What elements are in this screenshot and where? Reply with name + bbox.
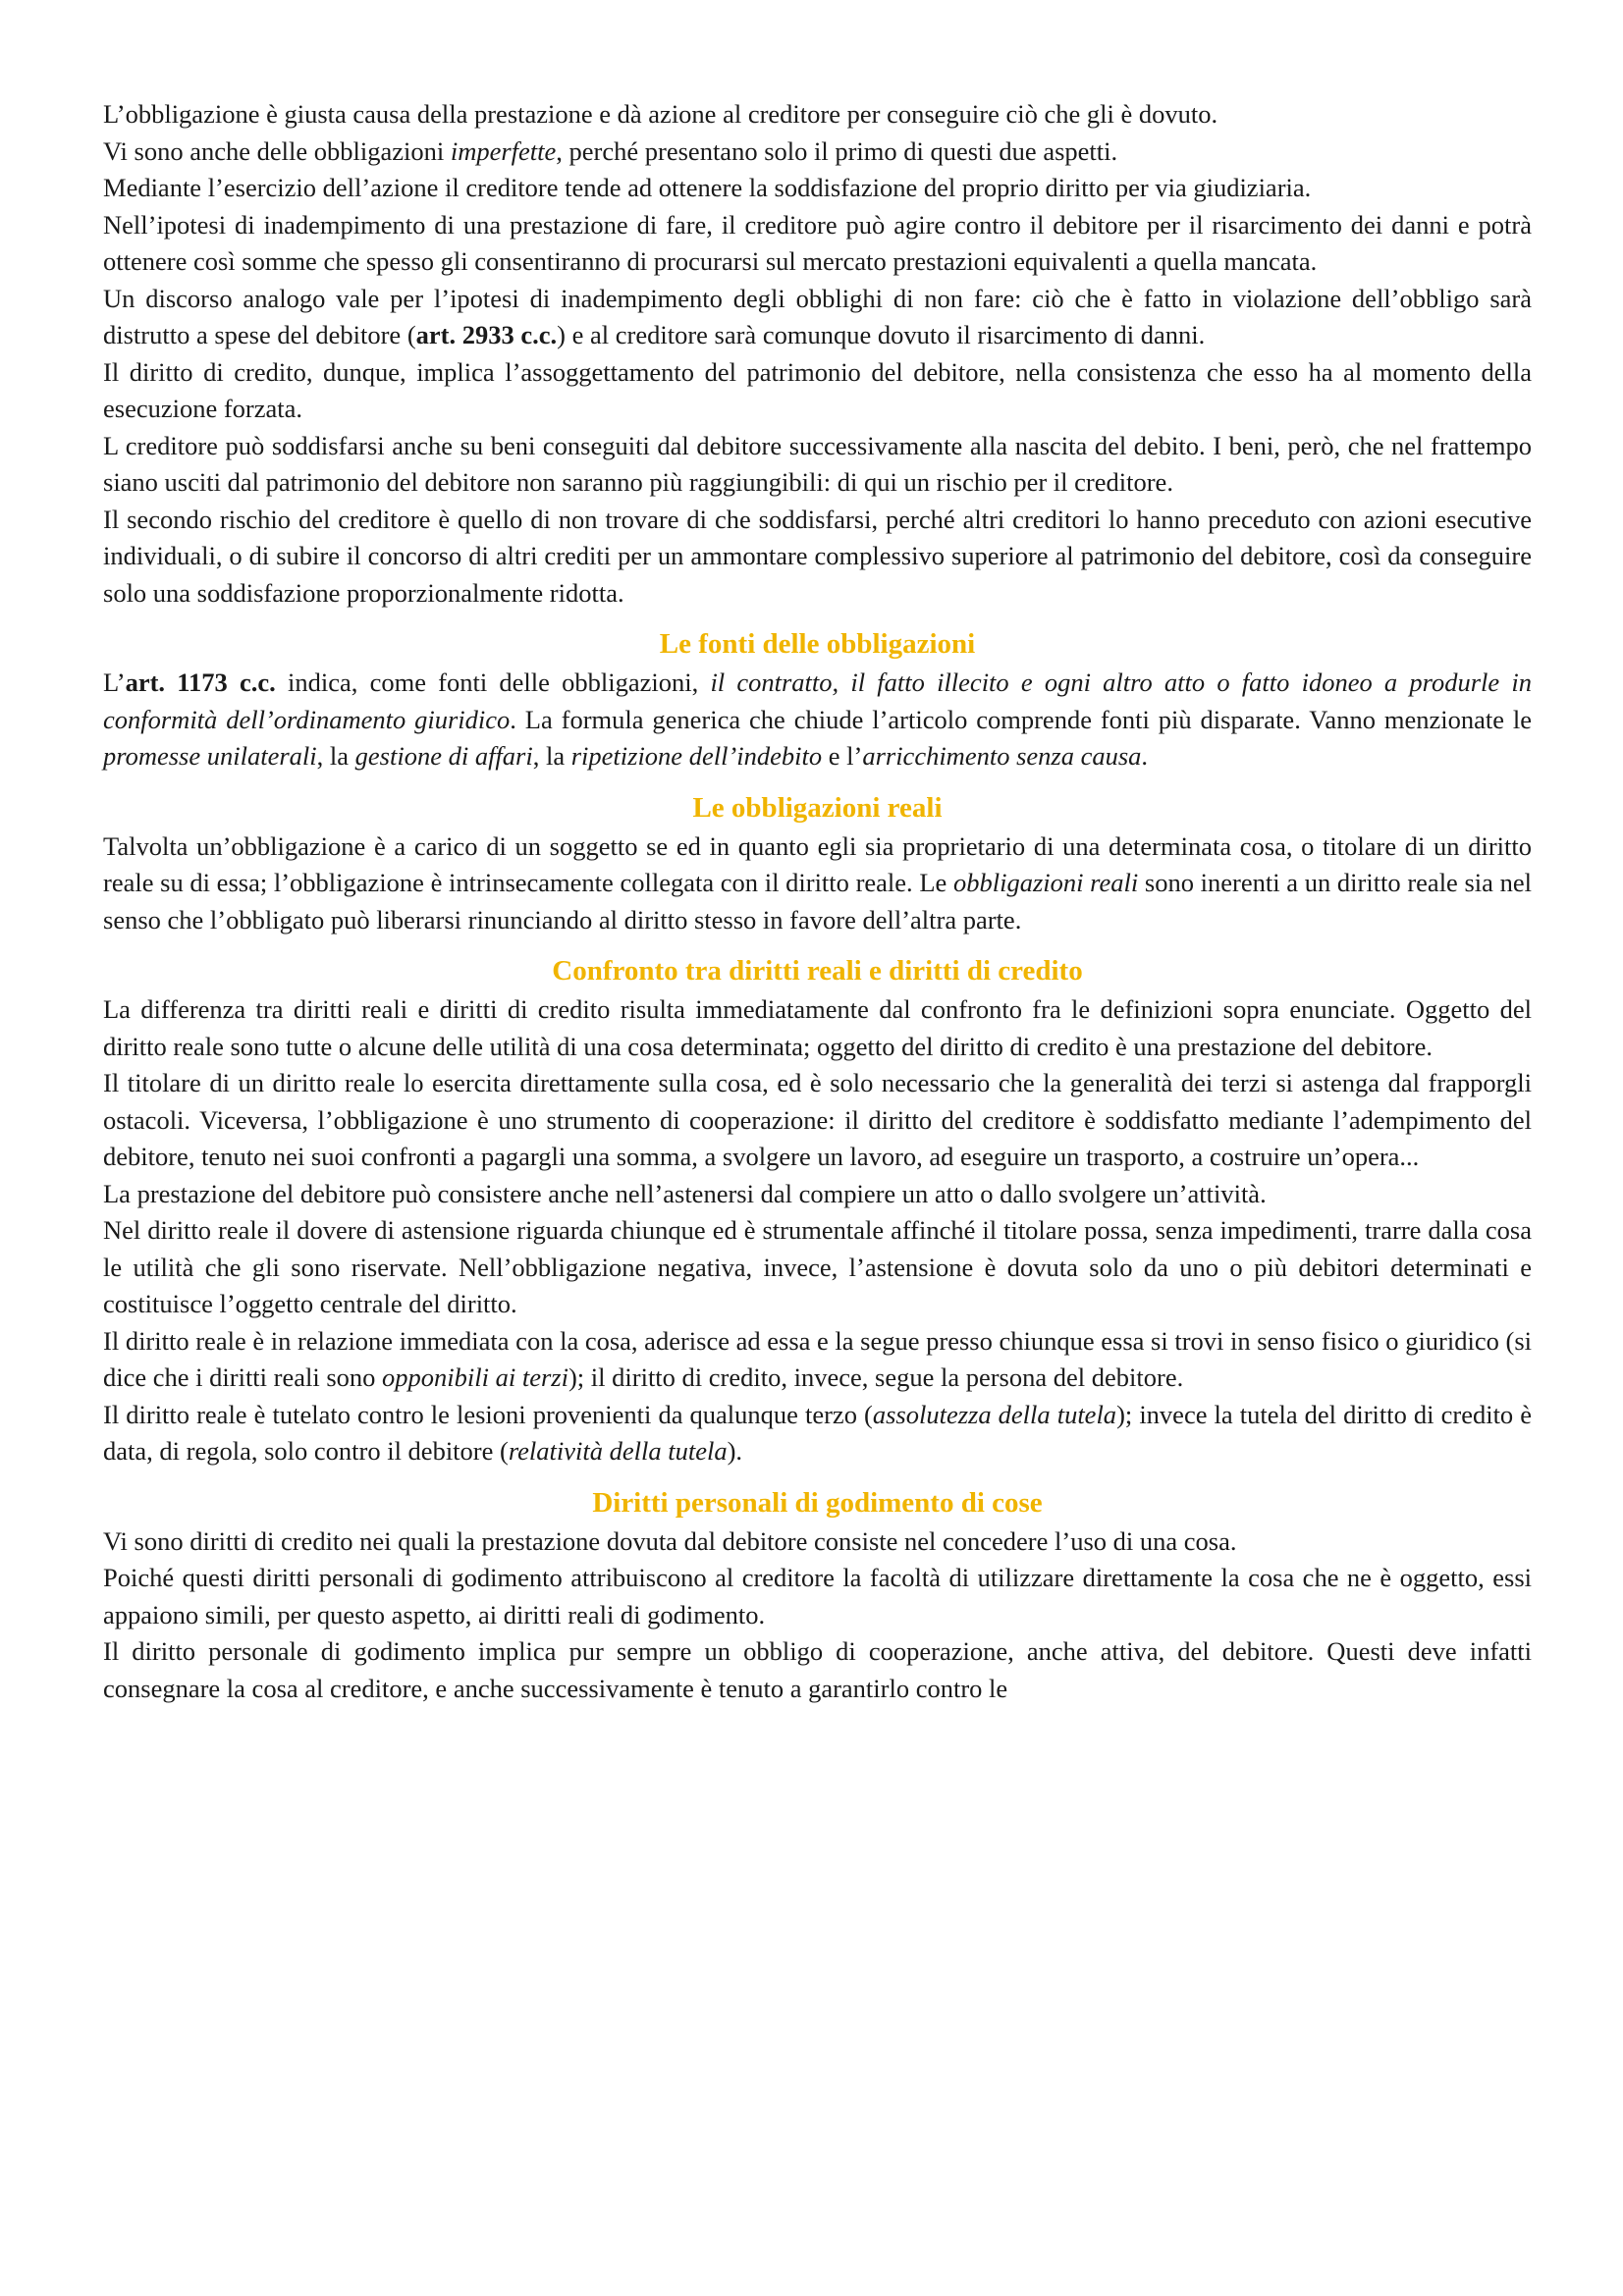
text-run: indica, come fonti delle obbligazioni, [275,667,711,697]
text-run: Nel diritto reale il dovere di astensione riguarda chiunque ed è strumentale affinché il titolare possa, senza impedimenti, trarre dalla cosa le utilità che gli sono riservate. Nell’obbligazione negativa, invece, l’astensione è dovuta solo da uno o più debitori determinati e costituisce l’oggetto centrale del diritto. [103,1215,1532,1318]
italic-term: ripetizione dell’indebito [570,741,823,771]
paragraph [103,281,1532,354]
paragraph [103,1065,1532,1176]
text-run: Un discorso analogo vale per l’ipotesi di inadempimento degli obblighi di non fare: ciò che è fatto in violazione dell’obbligo sarà distrutto a spese del debitore ( [103,283,1532,349]
italic-term: promesse unilaterali [103,741,317,771]
paragraph [103,133,1532,171]
article-reference: art. 2933 c.c. [415,320,558,349]
text-run: Mediante l’esercizio dell’azione il creditore tende ad ottenere la soddisfazione del proprio diritto per via giudiziaria. [103,173,1312,202]
text-run: Il titolare di un diritto reale lo esercita direttamente sulla cosa, ed è solo necessario che la generalità dei terzi si astenga dal frapporgli ostacoli. Viceversa, l’obbligazione è uno strumento di cooperazione: il diritto del creditore è soddisfatto mediante l’adempimento del debitore, tenuto nei suoi confronti a pagargli una somma, a svolgere un lavoro, ad eseguire un trasporto, a costruire un’opera... [103,1068,1532,1171]
paragraph [103,354,1532,428]
text-run: Il diritto reale è tutelato contro le lesioni provenienti da qualunque terzo ( [103,1399,873,1429]
text-run: ); il diritto di credito, invece, segue la persona del debitore. [568,1362,1184,1392]
section-heading: Confronto tra diritti reali e diritti di credito [552,955,1083,987]
paragraph [103,1212,1532,1323]
text-run: L’ [103,667,126,697]
text-run: L creditore può soddisfarsi anche su beni conseguiti dal debitore successivamente alla nascita del debito. I beni, però, che nel frattempo siano usciti dal patrimonio del debitore non saranno più raggiungibili: di qui un rischio per il creditore. [103,430,1532,497]
text-run: . [1141,741,1149,771]
text-run: e l’ [822,741,863,771]
text-run: Poiché questi diritti personali di godimento attribuiscono al creditore la facoltà di utilizzare direttamente la cosa che ne è oggetto, essi appaiono simili, per questo aspetto, ai diritti reali di godimento. [103,1563,1532,1629]
text-run: Il diritto di credito, dunque, implica l’assoggettamento del patrimonio del debitore, nella consistenza che esso ha al momento della esecuzione forzata. [103,356,1532,423]
text-run: La prestazione del debitore può consistere anche nell’astenersi dal compiere un atto o dallo svolgere un’attività. [103,1178,1267,1208]
text-run: . La formula generica che chiude l’articolo comprende fonti più disparate. Vanno menzionate le [510,704,1532,734]
section-confronto [103,952,1532,1470]
italic-term: il contratto, il fatto illecito e ogni altro atto o fatto idoneo a produrle in conformità dell’ordinamento giuridico [103,667,1532,734]
section-heading: Le obbligazioni reali [692,791,943,824]
italic-term: gestione di affari [354,741,533,771]
intro-block [103,96,1532,612]
paragraph [103,665,1532,775]
italic-term: opponibili ai terzi [382,1362,568,1392]
text-run: , perché presentano solo il primo di questi due aspetti. [556,135,1118,166]
section-heading: Le fonti delle obbligazioni [659,628,976,660]
text-run: ) e al creditore sarà comunque dovuto il risarcimento di danni. [557,320,1206,349]
text-run: Il diritto reale è in relazione immediata con la cosa, aderisce ad essa e la segue presso chiunque essa si trovi in senso fisico o giuridico (si dice che i diritti reali sono [103,1325,1532,1392]
paragraph [103,991,1532,1065]
paragraph [103,1397,1532,1470]
italic-term: obbligazioni reali [952,868,1139,897]
paragraph [103,1523,1532,1561]
paragraph [103,428,1532,502]
text-run: Talvolta un’obbligazione è a carico di un soggetto se ed in quanto egli sia proprietario di una determinata cosa, o titolare di un diritto reale su di essa; l’obbligazione è intrinsecamente collegata con il diritto reale. Le [103,830,1532,897]
document-page [103,96,1532,1707]
paragraph [103,1323,1532,1397]
section-heading: Diritti personali di godimento di cose [592,1486,1043,1519]
paragraph [103,502,1532,613]
paragraph [103,1176,1532,1213]
italic-term: imperfette [450,135,557,166]
paragraph [103,1633,1532,1707]
text-run: ). [727,1436,743,1466]
text-run: L’obbligazione è giusta causa della prestazione e dà azione al creditore per conseguire ciò che gli è dovuto. [103,99,1218,129]
section-diritti-personali [103,1484,1532,1708]
text-run: Il diritto personale di godimento implica pur sempre un obbligo di cooperazione, anche attiva, del debitore. Questi deve infatti consegnare la cosa al creditore, e anche successivamente è tenuto a garantirlo contro le [103,1636,1532,1703]
paragraph [103,170,1532,207]
section-fonti [103,625,1532,775]
text-run: , la [532,741,571,771]
text-run: Vi sono anche delle obbligazioni [103,135,451,166]
text-run: sono inerenti a un diritto reale sia nel senso che l’obbligato può liberarsi rinunciando al diritto stesso in favore dell’altra parte. [103,868,1532,934]
text-run: La differenza tra diritti reali e diritti di credito risulta immediatamente dal confronto fra le definizioni sopra enunciate. Oggetto del diritto reale sono tutte o alcune delle utilità di una cosa determinata; oggetto del diritto di credito è una prestazione del debitore. [103,994,1532,1061]
paragraph [103,828,1532,939]
text-run: Il secondo rischio del creditore è quello di non trovare di che soddisfarsi, perché altri creditori lo hanno preceduto con azioni esecutive individuali, o di subire il concorso di altri crediti per un ammontare complessivo superiore al patrimonio del debitore, così da conseguire solo una soddisfazione proporzionalmente ridotta. [103,504,1532,608]
text-run: ); invece la tutela del diritto di credito è data, di regola, solo contro il debitore ( [103,1399,1533,1466]
text-run: Nell’ipotesi di inadempimento di una prestazione di fare, il creditore può agire contro il debitore per il risarcimento dei danni e potrà ottenere così somme che spesso gli consentiranno di procurarsi sul mercato prestazioni equivalenti a quella mancata. [103,209,1532,276]
paragraph [103,1560,1532,1633]
paragraph [103,207,1532,281]
paragraph [103,96,1532,133]
italic-term: arricchimento senza causa [862,741,1142,771]
section-obbligazioni-reali [103,789,1532,939]
article-reference: art. 1173 c.c. [125,667,276,697]
text-run: Vi sono diritti di credito nei quali la prestazione dovuta dal debitore consiste nel concedere l’uso di una cosa. [103,1525,1237,1556]
italic-term: assolutezza della tutela [872,1399,1117,1429]
text-run: , la [316,741,355,771]
italic-term: relatività della tutela [508,1436,728,1466]
